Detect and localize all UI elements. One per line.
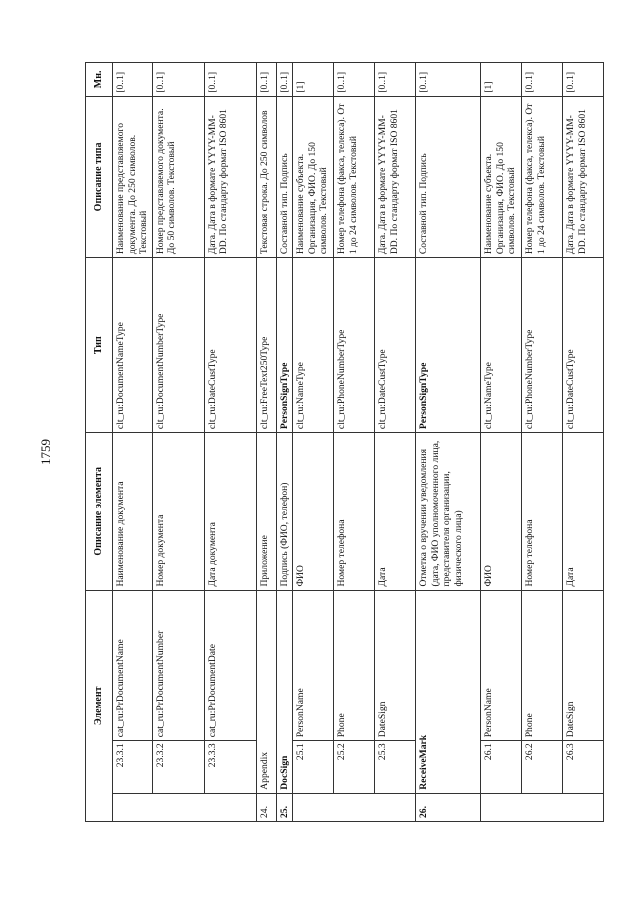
row-number: 25.1 <box>293 741 334 793</box>
table-header <box>86 63 113 822</box>
row-mn: [0..1] <box>204 63 256 97</box>
row-type-desc: Дата. Дата в формате YYYY-MM-DD. По стандарту формат ISO 8601 <box>563 96 604 257</box>
table-row <box>293 63 334 822</box>
row-number: 26. <box>416 793 481 821</box>
row-element: DateSign <box>563 590 604 741</box>
row-type-desc: Текстовая строка. До 250 символов <box>256 96 276 257</box>
row-element: Phone <box>522 590 563 741</box>
row-mn: [0..1] <box>375 63 416 97</box>
row-type: clt_ru:FreeText250Type <box>256 258 276 433</box>
schema-table <box>85 62 604 822</box>
row-type: clt_ru:PhoneNumberType <box>522 258 563 433</box>
row-element: cat_ru:PrDocumentNumber <box>152 590 204 741</box>
table-row <box>334 63 375 822</box>
row-mn: [1] <box>293 63 334 97</box>
row-mn: [0..1] <box>416 63 481 97</box>
row-element: PersonName <box>293 590 334 741</box>
indent-cell <box>563 793 604 821</box>
indent-cell <box>113 793 153 821</box>
row-type-desc: Составной тип. Подпись <box>276 96 293 257</box>
indent-cell <box>522 793 563 821</box>
row-type-desc: Наименование субъекта. Организация, ФИО. До 150 символов. Текстовый <box>481 96 522 257</box>
row-desc: Отметка о вручении уведомления (дата, ФИО уполномоченного лица, представителя организации, физического лица) <box>416 433 481 590</box>
row-type-desc: Номер телефона (факса, телекса). От 1 до 24 символов. Текстовый <box>522 96 563 257</box>
row-type: clt_ru:DateCustType <box>375 258 416 433</box>
row-number: 25.2 <box>334 741 375 793</box>
row-element: DocSign <box>276 590 293 793</box>
indent-cell <box>152 793 204 821</box>
row-desc: Подпись (ФИО, телефон) <box>276 433 293 590</box>
row-desc: Наименование документа <box>113 433 153 590</box>
row-number: 23.3.2 <box>152 741 204 793</box>
header-type-desc: Описание типа <box>86 96 113 257</box>
row-type-desc: Дата. Дата в формате YYYY-MM-DD. По стандарту формат ISO 8601 <box>204 96 256 257</box>
row-type: clt_ru:NameType <box>293 258 334 433</box>
row-desc: Номер телефона <box>522 433 563 590</box>
row-number: 26.1 <box>481 741 522 793</box>
row-desc: Номер телефона <box>334 433 375 590</box>
row-mn: [1] <box>481 63 522 97</box>
row-desc: ФИО <box>481 433 522 590</box>
table-row <box>563 63 604 822</box>
indent-cell <box>481 793 522 821</box>
table-row <box>375 63 416 822</box>
row-desc: Номер документа <box>152 433 204 590</box>
row-type-desc: Номер телефона (факса, телекса). От 1 до 24 символов. Текстовый <box>334 96 375 257</box>
row-type-desc: Номер представляемого документа. До 50 символов. Текстовый <box>152 96 204 257</box>
row-type: PersonSignType <box>276 258 293 433</box>
row-type: clt_ru:DocumentNameType <box>113 258 153 433</box>
row-type-desc: Наименование субъекта. Организация, ФИО. До 150 символов. Текстовый <box>293 96 334 257</box>
table-row <box>276 63 293 822</box>
row-desc: ФИО <box>293 433 334 590</box>
table-row <box>256 63 276 822</box>
row-type: clt_ru:NameType <box>481 258 522 433</box>
row-number: 25.3 <box>375 741 416 793</box>
indent-cell <box>334 793 375 821</box>
indent-cell <box>204 793 256 821</box>
indent-cell <box>375 793 416 821</box>
row-type: clt_ru:PhoneNumberType <box>334 258 375 433</box>
header-mn: Мн. <box>86 63 113 97</box>
table-row <box>522 63 563 822</box>
row-mn: [0..1] <box>276 63 293 97</box>
row-mn: [0..1] <box>334 63 375 97</box>
row-desc: Дата <box>375 433 416 590</box>
row-element: DateSign <box>375 590 416 741</box>
table-row <box>481 63 522 822</box>
row-element: Phone <box>334 590 375 741</box>
row-type-desc: Составной тип. Подпись <box>416 96 481 257</box>
row-type: clt_ru:DateCustType <box>204 258 256 433</box>
row-mn: [0..1] <box>152 63 204 97</box>
table-row <box>204 63 256 822</box>
row-element: cat_ru:PrDocumentDate <box>204 590 256 741</box>
row-desc: Приложение <box>256 433 276 590</box>
page-number: 1759 <box>38 439 53 465</box>
row-number: 24. <box>256 793 276 821</box>
row-type: clt_ru:DateCustType <box>563 258 604 433</box>
row-number: 26.3 <box>563 741 604 793</box>
row-type-desc: Наименование представляемого документа. До 250 символов. Текстовый <box>113 96 153 257</box>
row-number: 23.3.1 <box>113 741 153 793</box>
row-number: 23.3.3 <box>204 741 256 793</box>
header-element-desc: Описание элемента <box>86 433 113 590</box>
row-type-desc: Дата. Дата в формате YYYY-MM-DD. По стандарту формат ISO 8601 <box>375 96 416 257</box>
row-element: cat_ru:PrDocumentName <box>113 590 153 741</box>
header-type: Тип <box>86 258 113 433</box>
row-mn: [0..1] <box>113 63 153 97</box>
row-mn: [0..1] <box>522 63 563 97</box>
table-row <box>113 63 153 822</box>
header-element: Элемент <box>86 590 113 821</box>
table-row <box>152 63 204 822</box>
rotated-page <box>85 62 635 822</box>
row-desc: Дата <box>563 433 604 590</box>
indent-cell <box>293 793 334 821</box>
row-type: PersonSignType <box>416 258 481 433</box>
row-number: 25. <box>276 793 293 821</box>
row-element: PersonName <box>481 590 522 741</box>
row-element: Appendix <box>256 590 276 793</box>
table-row <box>416 63 481 822</box>
row-desc: Дата документа <box>204 433 256 590</box>
row-type: clt_ru:DocumentNumberType <box>152 258 204 433</box>
row-mn: [0..1] <box>256 63 276 97</box>
row-number: 26.2 <box>522 741 563 793</box>
row-mn: [0..1] <box>563 63 604 97</box>
row-element: ReceiveMark <box>416 590 481 793</box>
